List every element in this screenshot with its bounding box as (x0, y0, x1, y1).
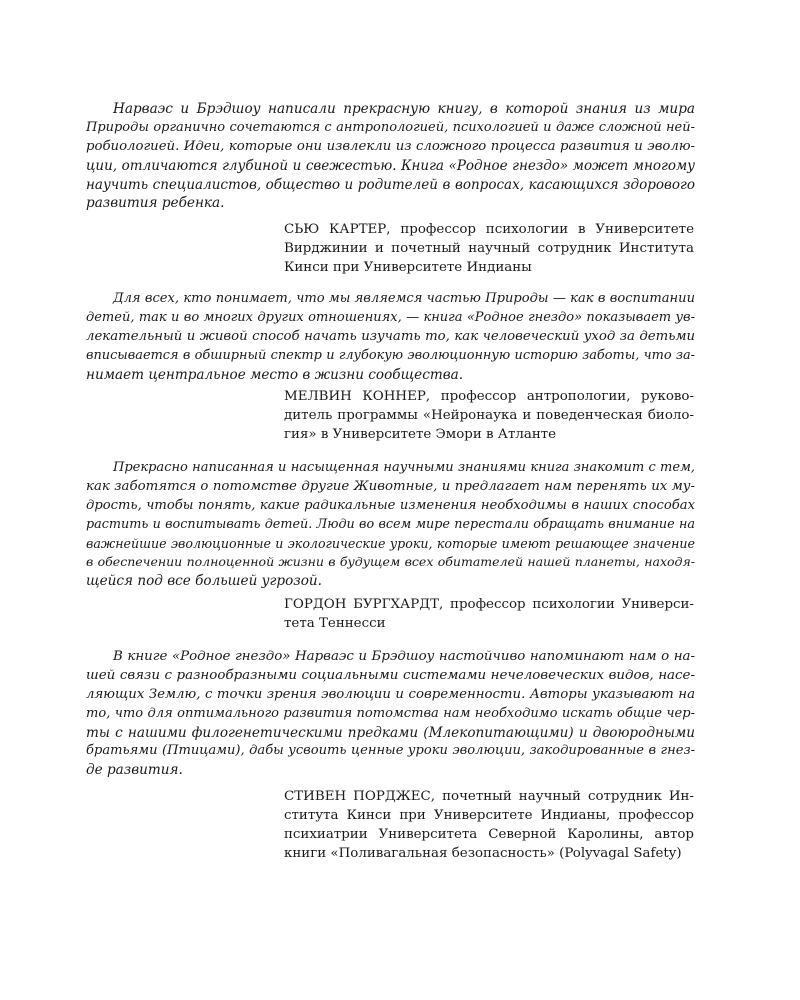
endorsement-quote (86, 100, 695, 213)
attribution-line (284, 220, 694, 239)
attribution-text: , профессор антропологии, руково- (425, 389, 695, 404)
attribution-line: Вирджинии и почетный научный сотрудник Института (284, 241, 694, 256)
quote-line: важнейшие эволюционные и экологические уроки, которые имеют решающее значение (86, 535, 695, 551)
quote-line: дрость, чтобы понять, какие радикальные изменения необходимы в наших способах (86, 497, 695, 513)
attribution-line: психиатрии Университета Северной Каролины, автор (284, 827, 694, 842)
quote-line: в обеспечении полноценной жизни в будущем всех обитателей нашей планеты, находя- (86, 554, 695, 570)
quote-line: братьями (Птицами), дабы усвоить ценные уроки эволюции, закодированные в гнез- (86, 743, 695, 759)
attribution-line: тета Теннесси (284, 616, 386, 631)
quote-line: шей связи с разнообразными социальными системами нечеловеческих видов, насе- (86, 667, 695, 683)
endorsement-attribution (284, 787, 694, 863)
attribution-line: гия» в Университете Эмори в Атланте (284, 427, 557, 442)
attribution-line (284, 387, 694, 406)
quote-line: как заботятся о потомстве другие Животные, и предлагает нам перенять их му- (86, 478, 695, 494)
quote-line: вписывается в обширный спектр и глубокую эволюционную историю заботы, что за- (86, 347, 695, 363)
quote-line: робиологией. Идеи, которые они извлекли из сложного процесса развития и эволю- (86, 138, 695, 154)
quote-line: ляющих Землю, с точки зрения эволюции и современности. Авторы указывают на (86, 686, 695, 702)
endorsement-quote (86, 290, 695, 384)
author-name: МЕЛВИН КОННЕР (284, 389, 426, 404)
quote-line: Нарваэс и Брэдшоу написали прекрасную книгу, в которой знания из мира (113, 101, 695, 117)
author-name: ГОРДОН БУРГХАРДТ (284, 597, 440, 612)
quote-line: ты с нашими филогенетическими предками (Млекопитающими) и двоюродными (86, 724, 695, 741)
quote-line: растить и воспитывать детей. Люди во всем мире перестали обращать внимание на (86, 516, 695, 532)
attribution-line: книги «Поливагальная безопасность» (Polyvagal Safety) (284, 846, 682, 861)
endorsement-quote (86, 648, 695, 780)
endorsement-quote (86, 459, 695, 591)
attribution-line (284, 787, 694, 806)
quote-line: ции, отличаются глубиной и свежестью. Книга «Родное гнездо» может многому (86, 157, 695, 174)
author-name: СЬЮ КАРТЕР (284, 222, 387, 237)
attribution-line: дитель программы «Нейронаука и поведенческая биоло- (284, 408, 694, 423)
quote-line: нимает центральное место в жизни сообщества. (86, 366, 464, 383)
author-name: СТИВЕН ПОРДЖЕС (284, 789, 431, 804)
quote-line: детей, так и во многих других отношениях, — книга «Родное гнездо» показывает ув- (86, 309, 695, 325)
quote-line: де развития. (86, 762, 183, 779)
quote-line: Природы органично сочетаются с антропологией, психологией и даже сложной ней- (86, 119, 695, 135)
quote-line: В книге «Родное гнездо» Нарваэс и Брэдшоу настойчиво напоминают нам о на- (113, 649, 695, 664)
quote-line: лекательный и живой способ начать изучать то, как человеческий уход за детьми (86, 328, 695, 344)
endorsement-attribution (284, 387, 694, 444)
attribution-text: , почетный научный сотрудник Ин- (430, 789, 694, 804)
quote-line: щейся под все большей угрозой. (86, 573, 322, 590)
attribution-line: ститута Кинси при Университете Индианы, профессор (284, 808, 694, 823)
quote-line: научить специалистов, общество и родителей в вопросах, касающихся здорового (86, 176, 695, 193)
attribution-text: , профессор психологии Универси- (439, 597, 694, 612)
attribution-line: Кинси при Университете Индианы (284, 260, 532, 275)
attribution-text: , профессор психологии в Университете (386, 222, 694, 237)
attribution-line (284, 595, 694, 614)
quote-line: развития ребенка. (86, 195, 225, 212)
quote-line: то, что для оптимального развития потомства нам необходимо искать общие чер- (86, 705, 695, 721)
quote-line: Для всех, кто понимает, что мы являемся частью Природы — как в воспитании (113, 291, 695, 306)
endorsement-attribution (284, 220, 694, 277)
quote-line: Прекрасно написанная и насыщенная научными знаниями книга знакомит с тем, (113, 460, 695, 475)
endorsement-attribution (284, 595, 694, 633)
